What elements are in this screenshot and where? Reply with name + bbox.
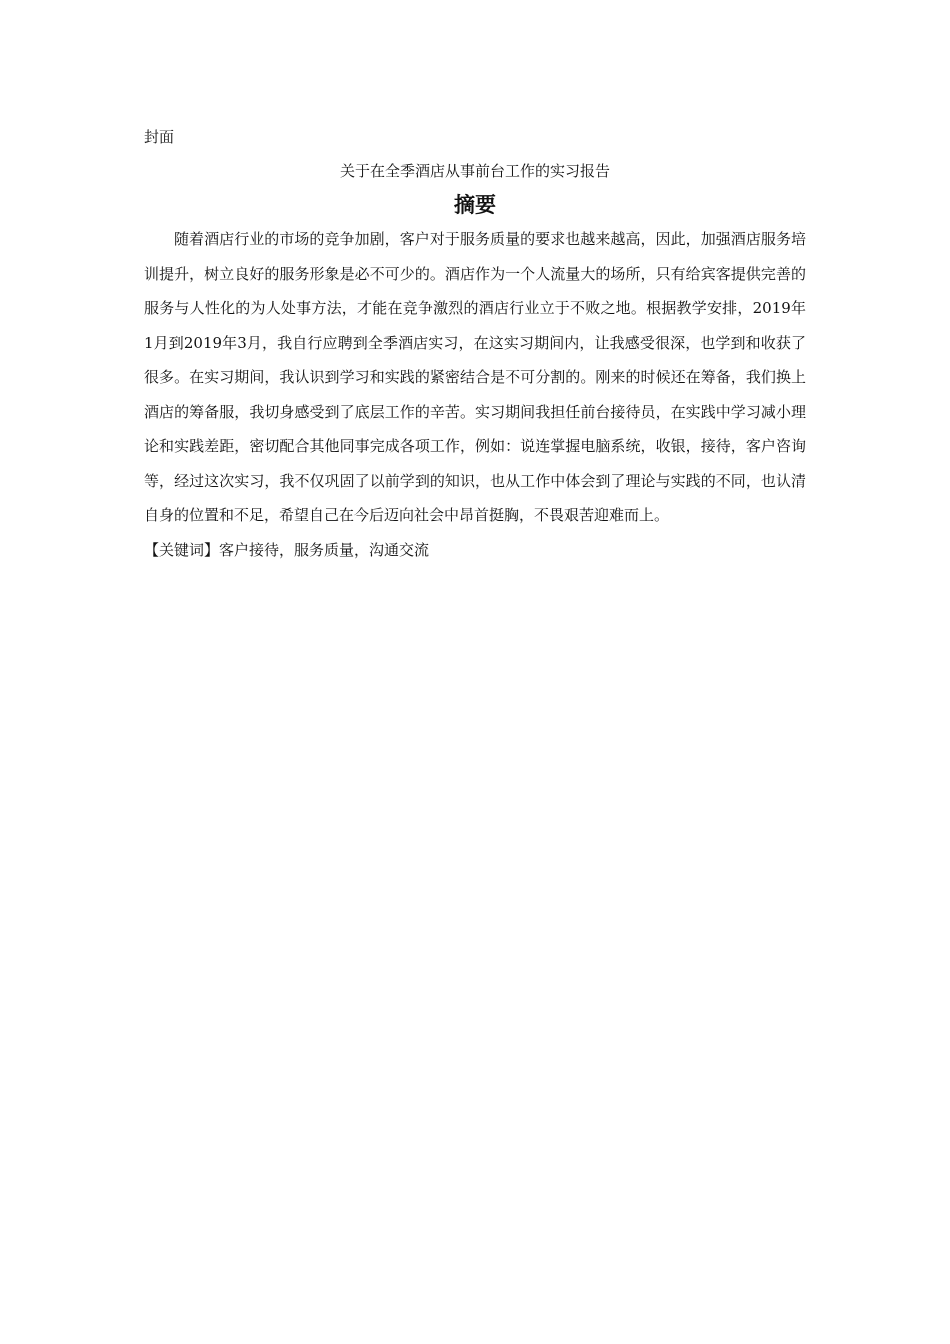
abstract-body: 随着酒店行业的市场的竞争加剧，客户对于服务质量的要求也越来越高，因此，加强酒店服务培训提升，树立良好的服务形象是必不可少的。酒店作为一个人流量大的场所，只有给宾客提供完善的服务与人性化的为人处事方法，才能在竞争激烈的酒店行业立于不败之地。根据教学安排，2019年1月到2019年3月，我自行应聘到全季酒店实习，在这实习期间内，让我感受很深，也学到和收获了很多。在实习期间，我认识到学习和实践的紧密结合是不可分割的。刚来的时候还在筹备，我们换上酒店的筹备服，我切身感受到了底层工作的辛苦。实习期间我担任前台接待员，在实践中学习减小理论和实践差距，密切配合其他同事完成各项工作，例如：说连掌握电脑系统，收银，接待，客户咨询等，经过这次实习，我不仅巩固了以前学到的知识，也从工作中体会到了理论与实践的不同，也认清自身的位置和不足，希望自己在今后迈向社会中昂首挺胸，不畏艰苦迎难而上。	[144, 230, 806, 524]
document-title: 关于在全季酒店从事前台工作的实习报告	[339, 162, 610, 180]
keywords-text: 客户接待，服务质量，沟通交流	[219, 540, 430, 559]
abstract-heading: 摘要	[454, 193, 496, 217]
keywords-line	[144, 533, 806, 567]
document-page	[144, 120, 806, 567]
cover-label: 封面	[144, 128, 175, 146]
keywords-label: 【关键词】	[144, 540, 220, 559]
